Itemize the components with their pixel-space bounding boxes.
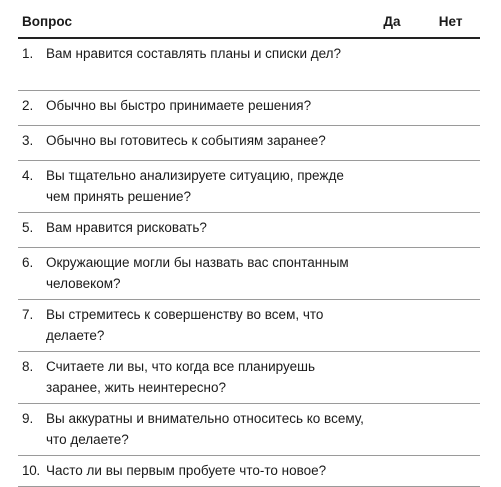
question-text: Окружающие могли бы назвать вас спонтанным человеком? bbox=[46, 255, 349, 291]
answer-yes-cell[interactable] bbox=[364, 252, 424, 299]
question-number: 10. bbox=[22, 463, 40, 478]
header-question: Вопрос bbox=[22, 13, 72, 29]
answer-yes-cell[interactable] bbox=[364, 165, 424, 212]
question-number: 2. bbox=[22, 98, 34, 113]
answer-no-cell[interactable] bbox=[424, 95, 484, 125]
answer-no-cell[interactable] bbox=[424, 356, 484, 403]
answer-yes-cell[interactable] bbox=[364, 130, 424, 160]
question-row bbox=[18, 126, 480, 161]
questionnaire-table bbox=[18, 5, 480, 487]
table-header bbox=[18, 5, 480, 39]
question-text: Обычно вы быстро принимаете решения? bbox=[46, 98, 312, 113]
question-number: 5. bbox=[22, 220, 34, 235]
question-text: Обычно вы готовитесь к событиям заранее? bbox=[46, 133, 326, 148]
question-text: Вам нравится составлять планы и списки дел? bbox=[46, 46, 342, 61]
question-text: Вы тщательно анализируете ситуацию, прежде чем принять решение? bbox=[46, 168, 344, 204]
question-row bbox=[18, 213, 480, 248]
question-number: 1. bbox=[22, 46, 34, 61]
question-row bbox=[18, 456, 480, 487]
answer-yes-cell[interactable] bbox=[364, 217, 424, 247]
question-number: 3. bbox=[22, 133, 34, 148]
answer-yes-cell[interactable] bbox=[364, 95, 424, 125]
question-row bbox=[18, 352, 480, 404]
question-number: 4. bbox=[22, 168, 34, 183]
question-row bbox=[18, 404, 480, 456]
question-number: 6. bbox=[22, 255, 34, 270]
answer-no-cell[interactable] bbox=[424, 460, 484, 486]
answer-yes-cell[interactable] bbox=[364, 43, 424, 90]
question-list bbox=[18, 39, 480, 487]
question-row bbox=[18, 91, 480, 126]
answer-no-cell[interactable] bbox=[424, 43, 484, 90]
question-number: 7. bbox=[22, 307, 34, 322]
question-text: Вы стремитесь к совершенству во всем, что делаете? bbox=[46, 307, 324, 343]
answer-no-cell[interactable] bbox=[424, 165, 484, 212]
answer-yes-cell[interactable] bbox=[364, 304, 424, 351]
answer-no-cell[interactable] bbox=[424, 252, 484, 299]
question-row bbox=[18, 39, 480, 91]
question-row bbox=[18, 248, 480, 300]
answer-no-cell[interactable] bbox=[424, 130, 484, 160]
answer-yes-cell[interactable] bbox=[364, 460, 424, 486]
header-no: Нет bbox=[438, 13, 463, 29]
question-text: Считаете ли вы, что когда все планируешь заранее, жить неинтересно? bbox=[46, 359, 315, 395]
question-text: Вам нравится рисковать? bbox=[46, 220, 207, 235]
answer-yes-cell[interactable] bbox=[364, 356, 424, 403]
header-yes: Да bbox=[383, 13, 401, 29]
question-text: Вы аккуратны и внимательно относитесь ко всему, что делаете? bbox=[46, 411, 364, 447]
question-number: 9. bbox=[22, 411, 34, 426]
question-number: 8. bbox=[22, 359, 34, 374]
answer-no-cell[interactable] bbox=[424, 304, 484, 351]
question-row bbox=[18, 300, 480, 352]
question-text: Часто ли вы первым пробуете что-то новое? bbox=[46, 463, 327, 478]
question-row bbox=[18, 161, 480, 213]
answer-no-cell[interactable] bbox=[424, 217, 484, 247]
